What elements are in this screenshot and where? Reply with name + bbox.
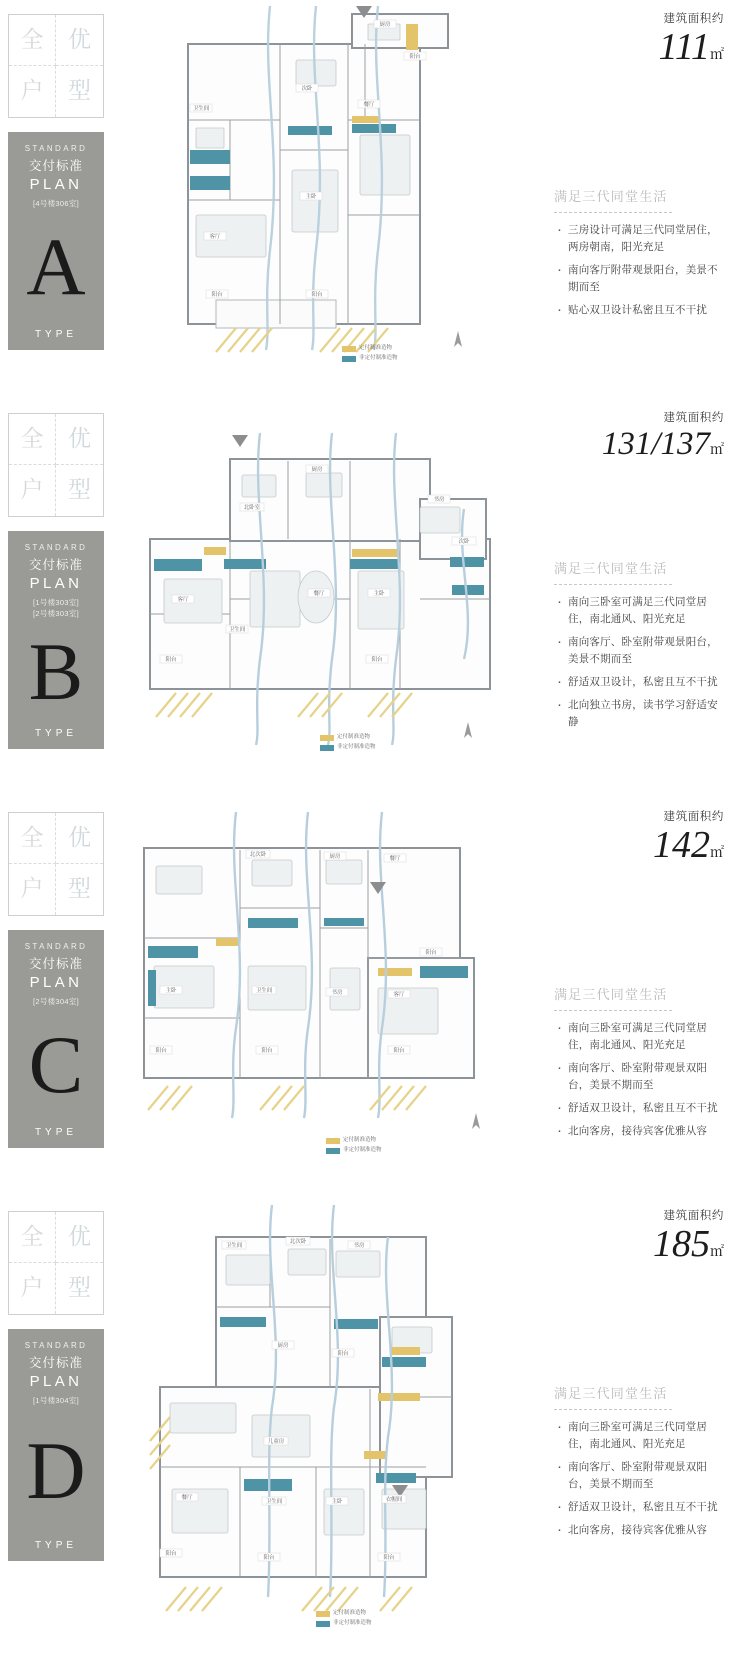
type-en-b: TYPE	[34, 728, 78, 739]
area-value-d	[554, 1225, 724, 1265]
badge-char-1: 优	[68, 1223, 91, 1250]
svg-text:阳台: 阳台	[409, 54, 421, 60]
legend-swatch-yellow	[326, 1138, 340, 1144]
type-letter-a: A	[26, 221, 86, 312]
unit-section-b	[0, 399, 740, 798]
area-number-c: 142	[653, 824, 710, 866]
left-badge-column-b	[8, 413, 104, 749]
list-item: · 北向独立书房，读书学习舒适安静	[568, 697, 724, 731]
legend-swatch-cyan	[320, 745, 334, 751]
type-en-c: TYPE	[34, 1127, 78, 1138]
area-number-a: 111	[658, 26, 710, 68]
area-unit-b: ㎡	[710, 441, 724, 457]
divider-d	[554, 1409, 672, 1410]
badge-char-2: 户	[20, 876, 44, 902]
svg-text:阳台: 阳台	[393, 1048, 405, 1054]
unit-section-c	[0, 798, 740, 1197]
area-number-b: 131/137	[601, 426, 710, 462]
svg-text:书房: 书房	[331, 990, 343, 996]
compass-a	[450, 330, 466, 352]
svg-text:阳台: 阳台	[165, 657, 177, 663]
quality-badge-b	[8, 413, 104, 517]
standard-en-a: STANDARD	[24, 144, 88, 153]
badge-char-2: 户	[20, 1275, 44, 1301]
svg-text:餐厅: 餐厅	[313, 591, 325, 597]
left-badge-column-d	[8, 1211, 104, 1561]
badge-char-3: 型	[68, 477, 91, 503]
legend-swatch-yellow	[316, 1611, 330, 1617]
svg-text:阳台: 阳台	[337, 1351, 349, 1357]
badge-char-1: 优	[68, 26, 91, 53]
standard-cn-d: 交付标准	[28, 1356, 83, 1370]
plan-en-c: PLAN	[29, 974, 83, 991]
badge-char-0: 全	[20, 824, 44, 851]
area-value-a	[554, 28, 724, 68]
list-item: · 南向客厅附带观景阳台，美景不期而至	[568, 262, 724, 296]
type-letter-c: C	[28, 1019, 84, 1110]
svg-text:主卧: 主卧	[331, 1499, 343, 1505]
svg-text:阳台: 阳台	[311, 292, 323, 298]
type-letter-d: D	[26, 1425, 86, 1516]
svg-text:次卧: 次卧	[301, 86, 313, 92]
floorplan-drawing-c	[120, 798, 520, 1197]
legend-label-yellow: 定付制准造物	[343, 1137, 377, 1143]
svg-text:卫生间: 卫生间	[255, 988, 273, 994]
legend-label-cyan: 非定付制准造物	[359, 355, 398, 361]
feature-list-b	[554, 594, 724, 731]
type-en-d: TYPE	[34, 1540, 78, 1551]
legend-label-cyan: 非定付制准造物	[333, 1620, 372, 1626]
room-code-c-0: [2号楼304室]	[32, 997, 80, 1006]
svg-text:衣帽间: 衣帽间	[385, 1497, 403, 1503]
plan-en-d: PLAN	[29, 1373, 83, 1390]
area-label-c: 建筑面积约	[663, 811, 724, 823]
legend-a	[342, 344, 398, 364]
svg-text:阳台: 阳台	[211, 292, 223, 298]
feature-title-c: 满足三代同堂生活	[554, 986, 668, 1002]
svg-text:阳台: 阳台	[261, 1048, 273, 1054]
divider-c	[554, 1010, 672, 1011]
area-value-b	[554, 427, 724, 462]
feature-list-d	[554, 1419, 724, 1539]
quality-badge-d	[8, 1211, 104, 1315]
plan-card-b	[8, 531, 104, 749]
legend-label-cyan: 非定付制准造物	[337, 744, 376, 750]
right-info-column-a	[554, 10, 724, 325]
area-label-b: 建筑面积约	[663, 412, 724, 424]
svg-text:阳台: 阳台	[155, 1048, 167, 1054]
badge-char-0: 全	[20, 1223, 44, 1250]
svg-text:主卧: 主卧	[165, 988, 177, 994]
right-info-column-b	[554, 409, 724, 737]
list-item: · 舒适双卫设计，私密且互不干扰	[568, 1499, 724, 1516]
legend-swatch-cyan	[326, 1148, 340, 1154]
svg-text:餐厅: 餐厅	[181, 1495, 193, 1501]
legend-swatch-cyan	[316, 1621, 330, 1627]
badge-char-3: 型	[68, 1275, 91, 1301]
plan-en-b: PLAN	[29, 575, 83, 592]
legend-swatch-yellow	[342, 346, 356, 352]
list-item: · 舒适双卫设计，私密且互不干扰	[568, 674, 724, 691]
area-unit-c: ㎡	[710, 844, 724, 860]
left-badge-column-c	[8, 812, 104, 1148]
svg-text:厨房: 厨房	[311, 467, 323, 473]
svg-text:卫生间: 卫生间	[192, 106, 210, 112]
svg-text:阳台: 阳台	[371, 657, 383, 663]
badge-char-0: 全	[20, 26, 44, 53]
svg-text:客厅: 客厅	[177, 597, 189, 603]
legend-label-cyan: 非定付制准造物	[343, 1147, 382, 1153]
svg-text:卫生间: 卫生间	[228, 627, 246, 633]
svg-text:书房: 书房	[433, 497, 445, 503]
unit-section-a	[0, 0, 740, 399]
type-en-a: TYPE	[34, 329, 78, 340]
svg-text:次卧: 次卧	[458, 539, 470, 545]
svg-text:儿童房: 儿童房	[267, 1439, 285, 1445]
badge-char-0: 全	[20, 425, 44, 452]
legend-label-yellow: 定付制准造物	[333, 1610, 367, 1616]
room-code-b-1: [2号楼303室]	[32, 609, 80, 618]
legend-label-yellow: 定付制准造物	[359, 345, 393, 351]
area-unit-a: ㎡	[710, 46, 724, 62]
compass-c	[468, 1112, 484, 1134]
right-info-column-c	[554, 808, 724, 1146]
feature-list-c	[554, 1020, 724, 1140]
area-label-a: 建筑面积约	[663, 13, 724, 25]
floorplan-drawing-d	[120, 1197, 520, 1658]
legend-swatch-cyan	[342, 356, 356, 362]
right-info-column-d	[554, 1207, 724, 1545]
standard-cn-b: 交付标准	[28, 558, 83, 572]
badge-char-1: 优	[68, 824, 91, 851]
svg-text:北次卧: 北次卧	[289, 1239, 307, 1245]
quality-badge-a	[8, 14, 104, 118]
legend-swatch-yellow	[320, 735, 334, 741]
svg-text:客厅: 客厅	[209, 234, 221, 240]
standard-en-c: STANDARD	[24, 942, 88, 951]
list-item: · 南向客厅、卧室附带观景双阳台，美景不期而至	[568, 1060, 724, 1094]
badge-char-2: 户	[20, 78, 44, 104]
feature-list-a	[554, 222, 724, 319]
feature-title-a: 满足三代同堂生活	[554, 188, 668, 204]
badge-char-3: 型	[68, 78, 91, 104]
legend-c	[326, 1136, 382, 1156]
badge-char-2: 户	[20, 477, 44, 503]
badge-char-1: 优	[68, 425, 91, 452]
list-item: · 南向三卧室可满足三代同堂居住，南北通风、阳光充足	[568, 594, 724, 628]
svg-text:阳台: 阳台	[165, 1551, 177, 1557]
svg-text:阳台: 阳台	[425, 950, 437, 956]
list-item: · 舒适双卫设计，私密且互不干扰	[568, 1100, 724, 1117]
svg-text:卫生间: 卫生间	[225, 1243, 243, 1249]
svg-text:厨房: 厨房	[277, 1343, 289, 1349]
area-label-d: 建筑面积约	[663, 1210, 724, 1222]
room-code-d-0: [1号楼304室]	[32, 1396, 80, 1405]
svg-text:书房: 书房	[353, 1243, 365, 1249]
svg-text:卫生间: 卫生间	[265, 1499, 283, 1505]
area-unit-d: ㎡	[710, 1243, 724, 1259]
standard-cn-a: 交付标准	[28, 159, 83, 173]
list-item: · 南向三卧室可满足三代同堂居住，南北通风、阳光充足	[568, 1419, 724, 1453]
svg-text:餐厅: 餐厅	[363, 102, 375, 108]
list-item: · 贴心双卫设计私密且互不干扰	[568, 302, 724, 319]
area-number-d: 185	[653, 1223, 710, 1265]
type-letter-b: B	[28, 625, 84, 717]
svg-text:主卧: 主卧	[373, 591, 385, 597]
floorplan-svg-d	[120, 1197, 520, 1658]
feature-title-b: 满足三代同堂生活	[554, 560, 668, 576]
floorplan-svg-c	[120, 798, 520, 1197]
room-code-b-0: [1号楼303室]	[32, 598, 80, 607]
standard-en-d: STANDARD	[24, 1341, 88, 1350]
badge-char-3: 型	[68, 876, 91, 902]
svg-text:阳台: 阳台	[263, 1555, 275, 1561]
standard-en-b: STANDARD	[24, 543, 88, 552]
quality-badge-c	[8, 812, 104, 916]
plan-card-a	[8, 132, 104, 350]
floorplan-drawing-b	[120, 399, 520, 798]
legend-label-yellow: 定付制准造物	[337, 734, 371, 740]
svg-text:主卧: 主卧	[305, 194, 317, 200]
legend-b	[320, 733, 376, 753]
plan-card-d	[8, 1329, 104, 1561]
feature-title-d: 满足三代同堂生活	[554, 1385, 668, 1401]
svg-text:餐厅: 餐厅	[389, 856, 401, 862]
svg-text:厨房: 厨房	[329, 854, 341, 860]
svg-text:北次卧: 北次卧	[249, 852, 267, 858]
plan-en-a: PLAN	[29, 176, 83, 193]
list-item: · 南向客厅、卧室附带观景阳台，美景不期而至	[568, 634, 724, 668]
list-item: · 南向三卧室可满足三代同堂居住，南北通风、阳光充足	[568, 1020, 724, 1054]
unit-section-d	[0, 1197, 740, 1658]
svg-text:阳台: 阳台	[383, 1555, 395, 1561]
legend-d	[316, 1609, 372, 1629]
floorplan-drawing-a	[120, 0, 520, 399]
compass-b	[460, 721, 476, 743]
list-item: · 北向客房，接待宾客优雅从容	[568, 1123, 724, 1140]
list-item: · 北向客房，接待宾客优雅从容	[568, 1522, 724, 1539]
divider-a	[554, 212, 672, 213]
svg-text:客厅: 客厅	[393, 992, 405, 998]
area-value-c	[554, 826, 724, 866]
standard-cn-c: 交付标准	[28, 957, 83, 971]
left-badge-column-a	[8, 14, 104, 350]
plan-card-c	[8, 930, 104, 1148]
svg-text:厨房: 厨房	[379, 22, 391, 28]
divider-b	[554, 584, 672, 585]
list-item: · 三房设计可满足三代同堂居住，两房朝南，阳光充足	[568, 222, 724, 256]
room-code-a-0: [4号楼306室]	[32, 199, 80, 208]
list-item: · 南向客厅、卧室附带观景双阳台，美景不期而至	[568, 1459, 724, 1493]
svg-text:北卧室: 北卧室	[243, 505, 261, 511]
